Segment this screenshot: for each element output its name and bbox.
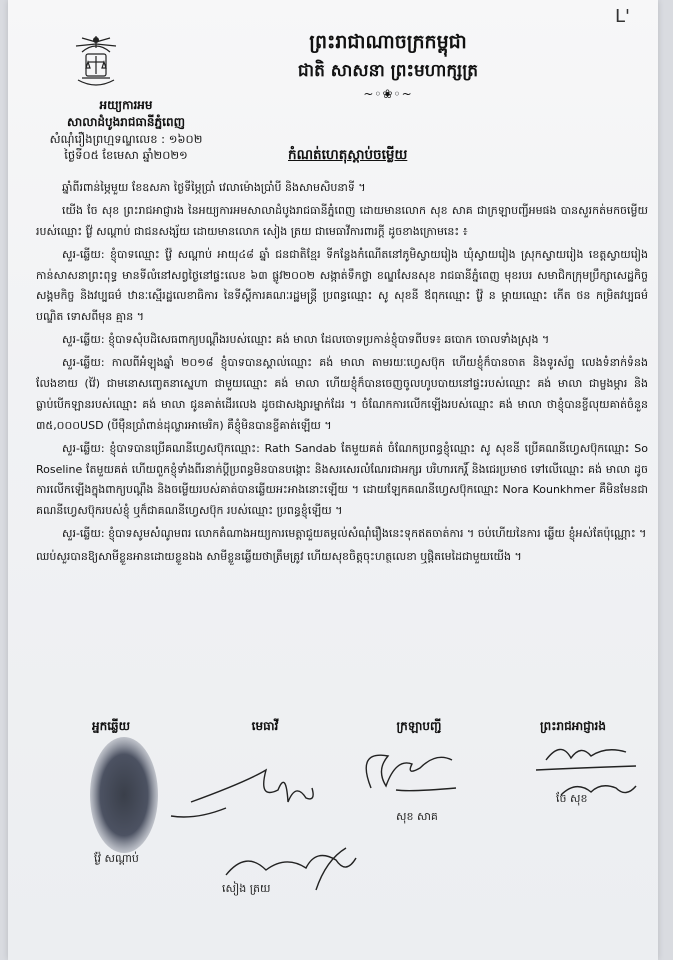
- national-motto: ជាតិ សាសនា ព្រះមហាក្សត្រ: [297, 61, 479, 81]
- court-emblem-icon: [68, 32, 124, 90]
- paragraph: ឈប់សួរបានឱ្យសាមីខ្លួនអានដោយខ្លួនឯង សាមីខ្លួនឆ្លើយថាត្រឹមត្រូវ ហើយសុខចិត្តចុះហត្ថលេខា ឬផ្តិតមេដៃជាមួយយើង ។: [36, 550, 522, 564]
- lawyer-label: មេធាវី: [251, 719, 279, 733]
- signature-area: [16, 730, 656, 950]
- fingerprint-icon: [90, 737, 158, 853]
- clerk-label: ក្រឡាបញ្ជី: [396, 719, 442, 733]
- paragraph: សួរ-ឆ្លើយ: ខ្ញុំបាទឈ្មោះ វ៉ែ្ង សណ្តាប់ អាយុ៤៨ ឆ្នាំ ជនជាតិខ្មែរ ទីកន្លែងកំណើតនៅភូមិស្វាយរៀង ឃុំស្វាយរៀង ស្រុកស្វាយរៀង ខេត្តស្វាយរៀង កាន់សាសនាព្រះពុទ្ធ មានទីលំនៅសព្វថ្ងៃនៅផ្ទះលេខ ៦៣ ផ្លូវ២០០២ សង្កាត់ទឹកថ្លា ខណ្ឌសែនសុខ រាជធានីភ្នំពេញ មុខរបរ សមាជិកក្រុមប្រឹក្សាសេដ្ឋកិច្ច សង្គមកិច្ច និងវប្បធម៌ ឋានៈស្មើរដ្ឋលេខាធិការ នៃទីស្តីការគណៈរដ្ឋមន្ត្រី ប្រពន្ធឈ្មោះ សូ សុខនី ឪពុកឈ្មោះ វ៉ែ្ង ន ម្តាយឈ្មោះ កើត ថន កម្រិតវប្បធម៌ បណ្ឌិត ទោសពីមុន គ្មាន ។: [36, 247, 648, 324]
- header-ornament: ~◦❀◦~: [363, 87, 413, 101]
- document-page: [8, 0, 658, 960]
- prosecutor-label: ព្រះរាជអាជ្ញារង: [540, 719, 606, 733]
- court-name: សាលាដំបូងរាជធានីភ្នំពេញ: [66, 114, 186, 129]
- prosecutor-signature: [546, 749, 626, 760]
- paragraph: សួរ-ឆ្លើយ: ខ្ញុំបាទបានប្រើគណនីហ្វេសប៊ុកឈ្មោះ: Rath Sandab តែមួយគត់ ចំណែកប្រពន្ធខ្ញុំឈ្មោះ សូ សុខនី ប្រើគណនីហ្វេសប៊ុកឈ្មោះ So Roseline តែមួយគត់ ហើយពួកខ្ញុំទាំងពីរនាក់ប្តីប្រពន្ធមិនបានបង្កោះ និងសរសេរលំណែរជាអក្សរ បរិហារកេរ្តិ៍ និងជេរប្រមាថ ទៅលើឈ្មោះ គង់ មាលា ដូចការលើកឡើងក្នុងពាក្យបណ្តឹង និងចម្លើយរបស់គាត់បានឆ្លើយអះអាងនោះឡើយ ។ ដោយឡែកគណនីហ្វេសប៊ុកឈ្មោះ Nora Kounkhmer គឺមិនមែនជាគណនីហ្វេសប៊ុករបស់ខ្ញុំ ឬក៏ជាគណនីហ្វេសប៊ុក របស់ឈ្មោះ ប្រពន្ធខ្ញុំឡើយ ។: [36, 441, 648, 518]
- defendant-name: វ៉ែ្ង សណ្តាប់: [94, 852, 139, 865]
- paragraph: យើង ចែ សុខ ព្រះរាជអាជ្ញារង នៃអយ្យការអមសាលាដំបូងរាជធានីភ្នំពេញ ដោយមានលោក សុខ សាគ ជាក្រឡាបញ្ជីអមផង បានសួរកត់មកចម្លើយរបស់ឈ្មោះ វ៉ែ្ង សណ្តាប់ ជាជនសង្ស័យ ដោយមានលោក សៀង ត្រយ ជាមេធាវីការពារក្តី ដូចខាងក្រោមនេះ ៖: [36, 203, 648, 238]
- paragraph: សួរ-ឆ្លើយ: ខ្ញុំបាទសូមសំណូមពរ លោកតំណាងអយ្យការមេត្តាជួយតម្កល់សំណុំរឿងនេះទុកឥតចាត់ការ ។ ចប់ហើយនៃការ ឆ្លើយ ខ្ញុំអស់តែប៉ុណ្ណោះ ។: [62, 527, 647, 541]
- case-date: ថ្ងៃទី០៥ ខែមេសា ឆ្នាំ២០២១: [64, 147, 188, 162]
- paragraph: សួរ-ឆ្លើយ: ខ្ញុំបាទសុំបដិសេធពាក្យបណ្តឹងរបស់ឈ្មោះ គង់ មាលា ដែលចោទប្រកាន់ខ្ញុំបាទពីបទ៖ ឆបោក ចោលទាំងស្រុង ។: [62, 333, 550, 347]
- lawyer-name: សៀង ត្រយ: [222, 882, 271, 895]
- document-body: [36, 178, 648, 570]
- document-title: កំណត់ហេតុស្តាប់ចម្លើយ: [288, 147, 408, 163]
- clerk-name: សុខ សាគ: [396, 810, 438, 823]
- issuing-authority: [36, 97, 216, 163]
- ministry-name: អយ្យការអម: [99, 98, 153, 112]
- case-number: សំណុំរឿងព្រហ្មទណ្ឌលេខ : ១៦០២: [49, 131, 203, 146]
- clerk-signature: [366, 755, 452, 788]
- kingdom-title: ព្រះរាជាណាចក្រកម្ពុជា: [309, 31, 467, 53]
- paragraph: ឆ្នាំពីរពាន់ម្ភៃមួយ ខែឧសភា ថ្ងៃទីម្ភៃប្រាំ វេលាម៉ោងប្រាំបី និងសាមសិបនាទី ។: [62, 181, 366, 194]
- corner-mark: ᒪ': [615, 6, 630, 27]
- defendant-label: អ្នកឆ្លើយ: [91, 719, 131, 733]
- prosecutor-name: ចែ សុខ: [556, 792, 588, 805]
- paragraph: សួរ-ឆ្លើយ: កាលពីអំឡុងឆ្នាំ ២០១៨ ខ្ញុំបាទបានស្គាល់ឈ្មោះ គង់ មាលា តាមរយៈហ្វេសប៊ុក ហើយខ្ញុំក៏បានចាត និងទូរស័ព្ទ លេងទំនាក់ទំនងលែងខាយ (វ៉ៃ) ជាមនោសញ្ចេតនាស្នេហា ជាមួយឈ្មោះ គង់ មាលា ហើយខ្ញុំក៏បានចេញចូលហូបបាយនៅផ្ទះរបស់ឈ្មោះ គង់ មាលា ជាម្ចងម្ការ និងធ្លាប់បើកឡានរបស់ឈ្មោះ គង់ មាលា ជូនគាត់ដើរលេង ដូចជាសង្សារម្នាក់ដែរ ។ ចំណែកការលើកឡើងរបស់ឈ្មោះ គង់ មាលា ថាខ្ញុំបានខ្ចីលុយគាត់ចំនួន ៣៥,០០០USD (បីម៉ឺនប្រាំពាន់ដុល្លារអាមេរិក) គឺខ្ញុំមិនបានខ្ចីគាត់ឡើយ ។: [36, 356, 648, 432]
- national-header: [238, 30, 538, 101]
- lawyer-signature: [191, 770, 313, 802]
